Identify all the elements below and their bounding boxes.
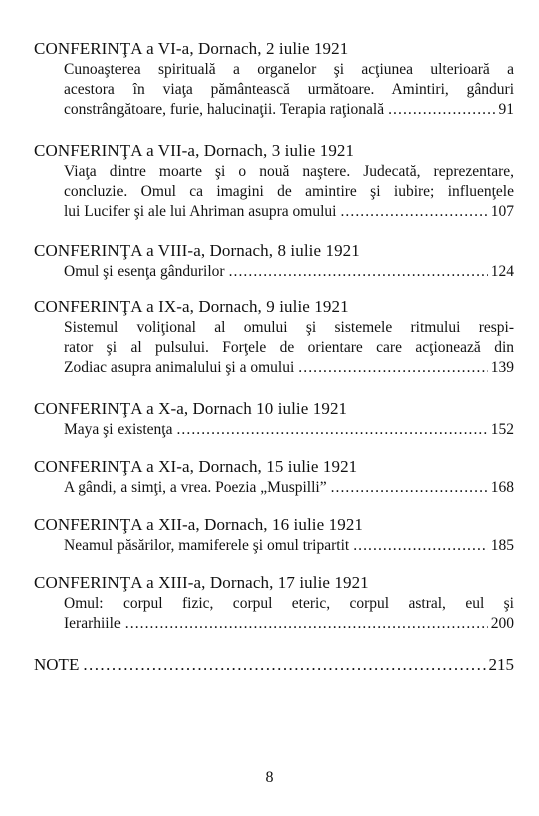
description-last-line [64, 202, 514, 222]
toc-entry [34, 140, 514, 222]
description-text: lui Lucifer şi ale lui Ahriman asupra omului [64, 203, 337, 220]
dot-leader [176, 420, 487, 440]
lecture-heading: CONFERINŢA a XI-a, Dornach, 15 iulie 1921 [34, 457, 358, 476]
lecture-heading: CONFERINŢA a IX-a, Dornach, 9 iulie 1921 [34, 297, 349, 316]
description-line: acestora în viaţa pământească următoare. Amintiri, gânduri [64, 81, 514, 98]
description-line: Omul: corpul fizic, corpul eteric, corpul astral, eul şi [64, 595, 514, 612]
dot-leader [125, 614, 488, 634]
lecture-heading: CONFERINŢA a X-a, Dornach 10 iulie 1921 [34, 399, 348, 418]
description-last-line [64, 262, 514, 282]
toc-entry [34, 296, 514, 378]
page-reference: 139 [490, 359, 514, 376]
page-reference: 91 [498, 101, 514, 118]
description-text: A gândi, a simţi, a vrea. Poezia „Muspilli” [64, 479, 327, 496]
description-text: Maya şi existenţa [64, 421, 173, 438]
description-line: Sistemul voliţional al omului şi sistemele ritmului respi- [64, 319, 514, 336]
lecture-description [64, 262, 514, 282]
page-reference: 124 [490, 263, 514, 280]
toc-entry [34, 38, 514, 120]
dot-leader [340, 202, 487, 222]
page-reference: 215 [488, 655, 514, 674]
description-text: Ierarhiile [64, 615, 121, 632]
page-reference: 200 [490, 615, 514, 632]
toc-entry [34, 456, 514, 498]
lecture-description [64, 594, 514, 634]
lecture-description [64, 420, 514, 440]
description-line: rator şi al pulsului. Forţele de orientare care acţionează din [64, 339, 514, 356]
lecture-heading: CONFERINŢA a XII-a, Dornach, 16 iulie 1921 [34, 515, 364, 534]
dot-leader [388, 100, 495, 120]
description-text: Zodiac asupra animalului şi a omului [64, 359, 295, 376]
page-number: 8 [265, 769, 274, 786]
toc-entry [34, 572, 514, 634]
page-reference: 168 [490, 479, 514, 496]
description-last-line [64, 100, 514, 120]
lecture-description [64, 478, 514, 498]
notes-entry [34, 654, 514, 676]
lecture-heading: CONFERINŢA a VI-a, Dornach, 2 iulie 1921 [34, 39, 349, 58]
description-last-line [64, 420, 514, 440]
description-line: concluzie. Omul ca imagini de amintire şi iubire; influenţele [64, 183, 514, 200]
lecture-heading: CONFERINŢA a VIII-a, Dornach, 8 iulie 1921 [34, 241, 360, 260]
notes-label: NOTE [34, 655, 80, 674]
dot-leader [331, 478, 488, 498]
description-line: Viaţa dintre moarte şi o nouă naştere. Judecată, reprezentare, [64, 163, 514, 180]
lecture-description [64, 318, 514, 378]
page-reference: 152 [490, 421, 514, 438]
description-last-line [64, 536, 514, 556]
description-text: constrângătoare, furie, halucinaţii. Terapia raţională [64, 101, 385, 118]
dot-leader [83, 654, 485, 676]
description-last-line [64, 358, 514, 378]
description-line: Cunoaşterea spirituală a organelor şi acţiunea ulterioară a [64, 61, 514, 78]
description-last-line [64, 614, 514, 634]
toc-entry [34, 240, 514, 282]
lecture-heading: CONFERINŢA a XIII-a, Dornach, 17 iulie 1921 [34, 573, 369, 592]
toc-entry [34, 514, 514, 556]
dot-leader [298, 358, 487, 378]
page-reference: 107 [490, 203, 514, 220]
dot-leader [229, 262, 488, 282]
lecture-description [64, 536, 514, 556]
lecture-description [64, 162, 514, 222]
dot-leader [353, 536, 488, 556]
description-text: Omul şi esenţa gândurilor [64, 263, 225, 280]
lecture-description [64, 60, 514, 120]
description-last-line [64, 478, 514, 498]
page-reference: 185 [490, 537, 514, 554]
lecture-heading: CONFERINŢA a VII-a, Dornach, 3 iulie 1921 [34, 141, 355, 160]
description-text: Neamul păsărilor, mamiferele şi omul tripartit [64, 537, 350, 554]
toc-entry [34, 398, 514, 440]
